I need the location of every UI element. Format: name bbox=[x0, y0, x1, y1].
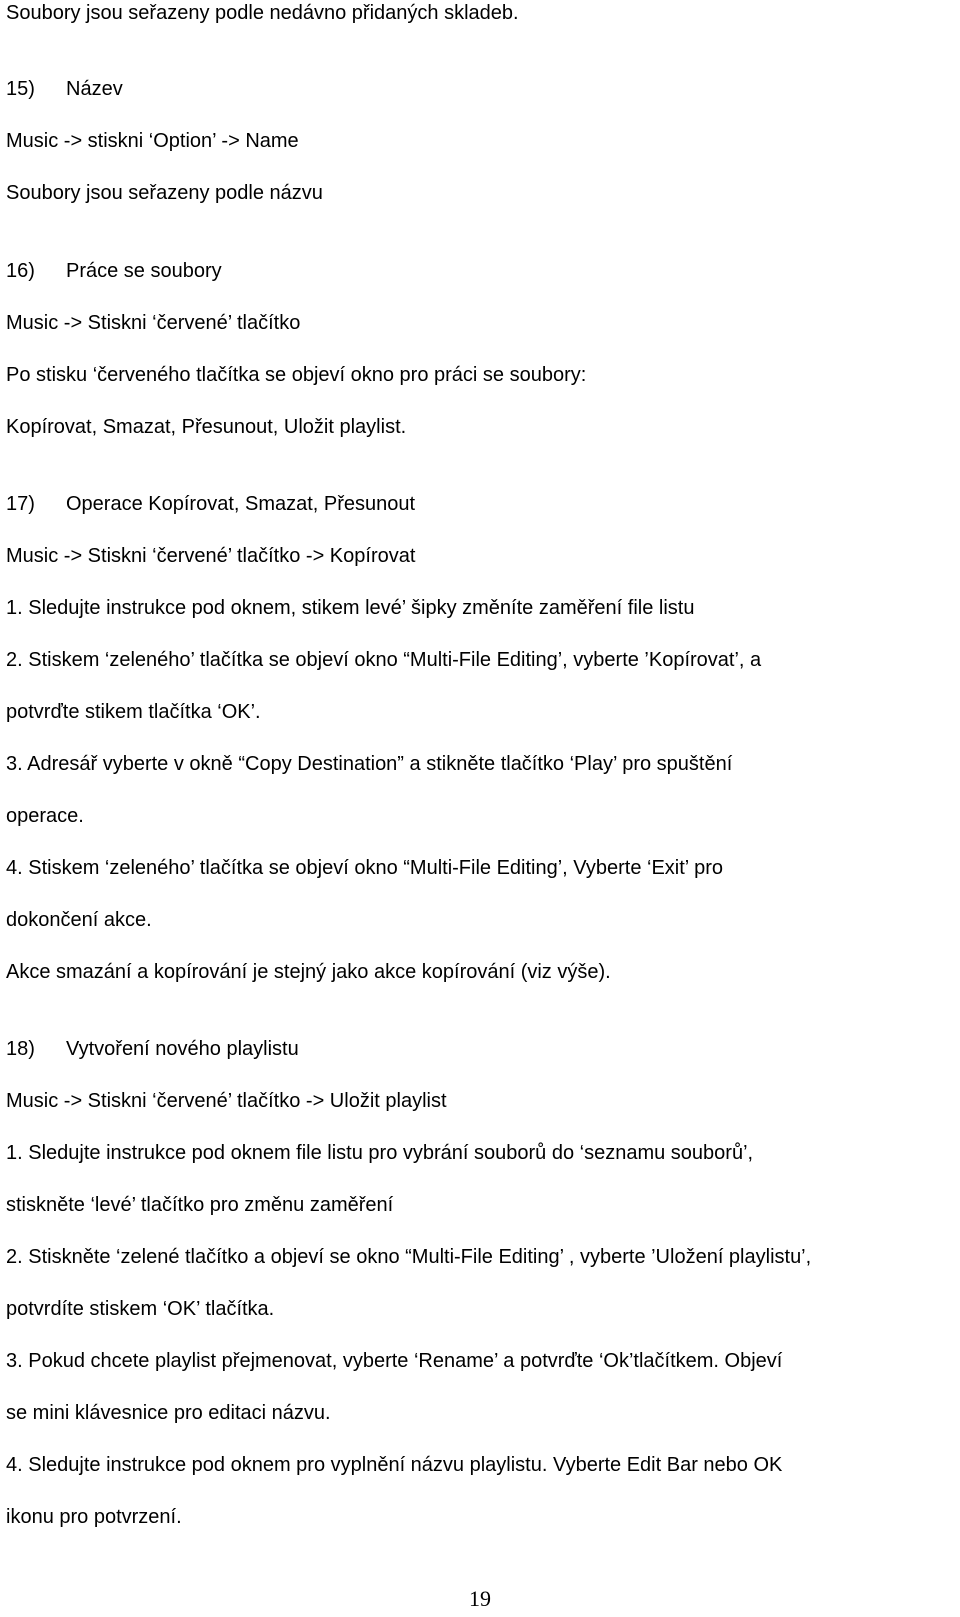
section-18-line-2: 1. Sledujte instrukce pod oknem file listu pro vybrání souborů do ‘seznamu souborů’, bbox=[6, 1142, 754, 1164]
section-16-line-3: Kopírovat, Smazat, Přesunout, Uložit playlist. bbox=[6, 416, 407, 438]
section-17-line-8: dokončení akce. bbox=[6, 909, 152, 931]
section-18-line-5: potvrdíte stiskem ‘OK’ tlačítka. bbox=[6, 1298, 275, 1320]
section-17-line-1: Music -> Stiskni ‘červené’ tlačítko -> Kopírovat bbox=[6, 545, 416, 567]
section-15-heading bbox=[6, 77, 123, 101]
intro-text: Soubory jsou seřazeny podle nedávno přidaných skladeb. bbox=[6, 2, 519, 24]
section-17-line-3: 2. Stiskem ‘zeleného’ tlačítka se objeví okno “Multi-File Editing’, vyberte ’Kopírovat’, a bbox=[6, 649, 762, 671]
section-18-number: 18) bbox=[6, 1038, 35, 1060]
section-18-title: Vytvoření nového playlistu bbox=[66, 1038, 299, 1060]
section-16-line-1: Music -> Stiskni ‘červené’ tlačítko bbox=[6, 312, 301, 334]
section-18-heading bbox=[6, 1037, 299, 1061]
section-15-title: Název bbox=[66, 78, 123, 100]
section-15-line-2: Soubory jsou seřazeny podle názvu bbox=[6, 182, 323, 204]
section-18-line-1: Music -> Stiskni ‘červené’ tlačítko -> Uložit playlist bbox=[6, 1090, 447, 1112]
section-18-line-4: 2. Stiskněte ‘zelené tlačítko a objeví se okno “Multi-File Editing’ , vyberte ’Uložení playlistu’, bbox=[6, 1246, 812, 1268]
section-15-number: 15) bbox=[6, 78, 35, 100]
section-17-number: 17) bbox=[6, 493, 35, 515]
section-17-line-9: Akce smazání a kopírování je stejný jako akce kopírování (viz výše). bbox=[6, 961, 611, 983]
section-18-line-3: stiskněte ‘levé’ tlačítko pro změnu zaměření bbox=[6, 1194, 394, 1216]
section-17-line-7: 4. Stiskem ‘zeleného’ tlačítka se objeví okno “Multi-File Editing’, Vyberte ‘Exit’ pro bbox=[6, 857, 723, 879]
section-18-line-9: ikonu pro potvrzení. bbox=[6, 1506, 182, 1528]
section-16-number: 16) bbox=[6, 260, 35, 282]
page-number: 19 bbox=[469, 1586, 491, 1611]
section-17-heading bbox=[6, 492, 415, 516]
section-17-title: Operace Kopírovat, Smazat, Přesunout bbox=[66, 493, 416, 515]
section-16-line-2: Po stisku ‘červeného tlačítka se objeví okno pro práci se soubory: bbox=[6, 364, 587, 386]
section-17-line-2: 1. Sledujte instrukce pod oknem, stikem levé’ šipky změníte zaměření file listu bbox=[6, 597, 695, 619]
section-17-line-5: 3. Adresář vyberte v okně “Copy Destination” a stikněte tlačítko ‘Play’ pro spuštění bbox=[6, 753, 733, 775]
section-16-title: Práce se soubory bbox=[66, 260, 222, 282]
section-16-heading bbox=[6, 259, 222, 283]
section-18-line-7: se mini klávesnice pro editaci názvu. bbox=[6, 1402, 331, 1424]
section-17-line-6: operace. bbox=[6, 805, 84, 827]
section-17-line-4: potvrďte stikem tlačítka ‘OK’. bbox=[6, 701, 261, 723]
section-18-line-8: 4. Sledujte instrukce pod oknem pro vyplnění názvu playlistu. Vyberte Edit Bar nebo OK bbox=[6, 1454, 783, 1476]
section-15-line-1: Music -> stiskni ‘Option’ -> Name bbox=[6, 130, 299, 152]
section-18-line-6: 3. Pokud chcete playlist přejmenovat, vyberte ‘Rename’ a potvrďte ‘Ok’tlačítkem. Objeví bbox=[6, 1350, 783, 1372]
